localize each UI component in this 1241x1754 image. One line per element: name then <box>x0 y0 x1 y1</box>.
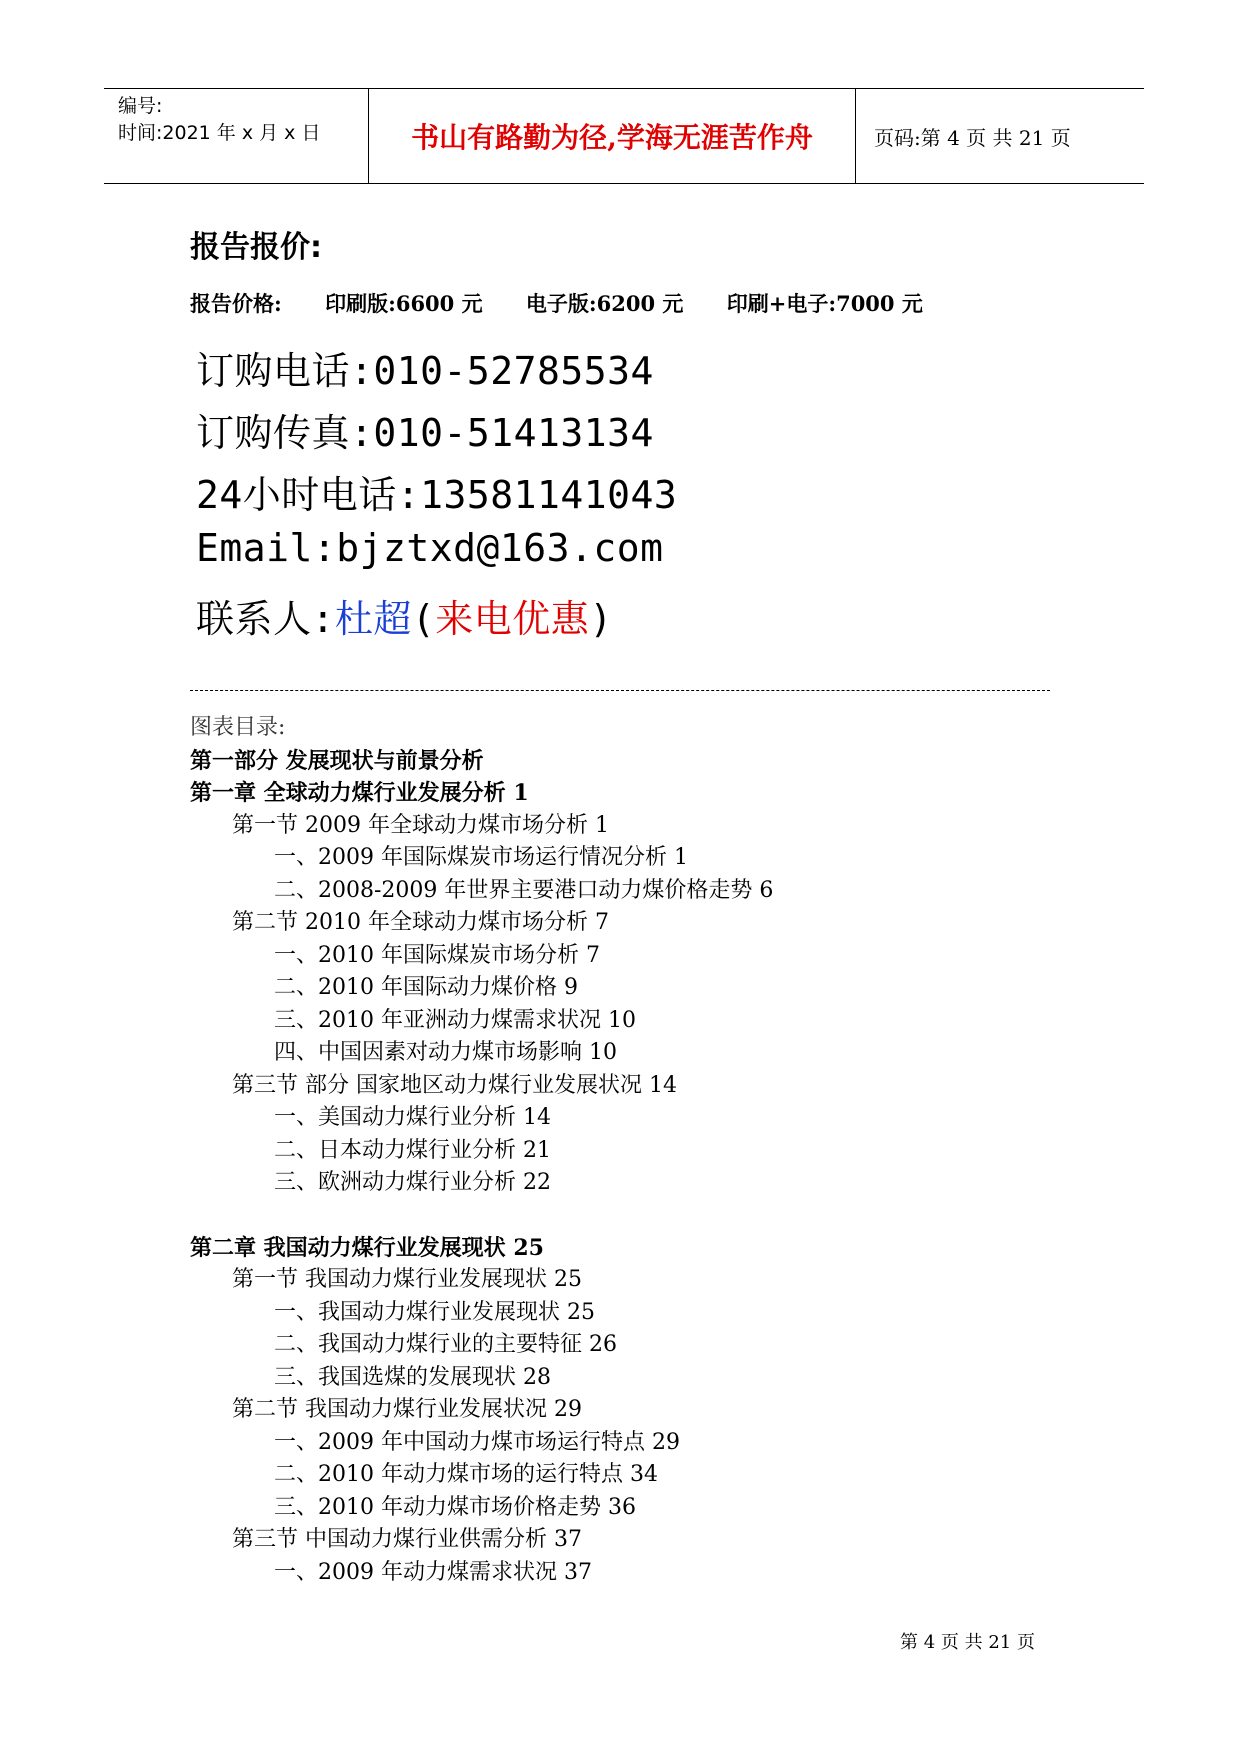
toc-caption: 图表目录: <box>190 715 286 740</box>
toc-section: 第一节 2009 年全球动力煤市场分析 1 <box>232 812 609 838</box>
price-line <box>190 288 959 318</box>
number-label: 编号: <box>118 95 163 117</box>
time-label: 时间:2021 年 x 月 x 日 <box>118 122 321 144</box>
open-paren: ( <box>411 597 436 641</box>
toc-item: 一、2009 年中国动力煤市场运行特点 29 <box>274 1429 680 1455</box>
email: Email:bjztxd@163.com <box>196 526 664 570</box>
order-phone: 订购电话:010-52785534 <box>196 349 654 393</box>
toc-item: 二、日本动力煤行业分析 21 <box>274 1137 551 1163</box>
page-footer: 第 4 页 共 21 页 <box>900 1632 1035 1653</box>
page-header <box>104 88 1144 184</box>
toc-item: 三、欧洲动力煤行业分析 22 <box>274 1170 551 1195</box>
toc-item: 二、我国动力煤行业的主要特征 26 <box>274 1332 617 1357</box>
header-meta <box>104 89 368 183</box>
toc-item: 二、2010 年国际动力煤价格 9 <box>274 975 578 1000</box>
toc-section: 第一节 我国动力煤行业发展现状 25 <box>232 1267 582 1292</box>
toc-item: 二、2010 年动力煤市场的运行特点 34 <box>274 1462 658 1487</box>
person-name: 杜超 <box>334 597 412 641</box>
toc-section: 第三节 部分 国家地区动力煤行业发展状况 14 <box>232 1072 677 1098</box>
toc-item: 三、2010 年动力煤市场价格走势 36 <box>274 1494 636 1520</box>
toc-chapter: 第二章 我国动力煤行业发展现状 25 <box>190 1234 544 1261</box>
header-motto: 书山有路勤为径,学海无涯苦作舟 <box>368 89 856 183</box>
toc-item: 四、中国因素对动力煤市场影响 10 <box>274 1040 617 1065</box>
toc-item: 一、2010 年国际煤炭市场分析 7 <box>274 942 600 968</box>
promo-text: 来电优惠 <box>435 597 590 641</box>
toc-item: 一、2009 年国际煤炭市场运行情况分析 1 <box>274 845 688 870</box>
toc-item: 三、我国选煤的发展现状 28 <box>274 1364 551 1390</box>
toc-part: 第一部分 发展现状与前景分析 <box>190 747 484 774</box>
order-fax: 订购传真:010-51413134 <box>196 411 654 455</box>
toc-item: 一、美国动力煤行业分析 14 <box>274 1105 551 1130</box>
toc-item: 一、2009 年动力煤需求状况 37 <box>274 1559 592 1585</box>
toc-section: 第三节 中国动力煤行业供需分析 37 <box>232 1527 582 1552</box>
person-label: 联系人: <box>196 597 335 641</box>
toc-item: 三、2010 年亚洲动力煤需求状况 10 <box>274 1007 636 1033</box>
combo-price: 印刷+电子:7000 元 <box>726 291 923 316</box>
price-label: 报告价格: <box>190 291 282 316</box>
contact-person <box>196 588 613 643</box>
report-title: 报告报价: <box>190 230 322 265</box>
ebook-price: 电子版:6200 元 <box>525 291 684 316</box>
toc-section: 第二节 2010 年全球动力煤市场分析 7 <box>232 910 609 935</box>
print-price: 印刷版:6600 元 <box>325 291 483 316</box>
close-paren: ) <box>589 597 613 641</box>
toc-item: 二、2008-2009 年世界主要港口动力煤价格走势 6 <box>274 877 774 903</box>
toc-section: 第二节 我国动力煤行业发展状况 29 <box>232 1397 582 1422</box>
toc-item: 一、我国动力煤行业发展现状 25 <box>274 1299 595 1325</box>
divider-line <box>190 690 1050 691</box>
header-page-info: 页码:第 4 页 共 21 页 <box>874 125 1071 150</box>
table-of-contents <box>190 712 1090 1589</box>
toc-chapter: 第一章 全球动力煤行业发展分析 1 <box>190 780 529 806</box>
hotline: 24小时电话:13581141043 <box>196 473 678 517</box>
toc-spacer <box>190 1200 1090 1232</box>
